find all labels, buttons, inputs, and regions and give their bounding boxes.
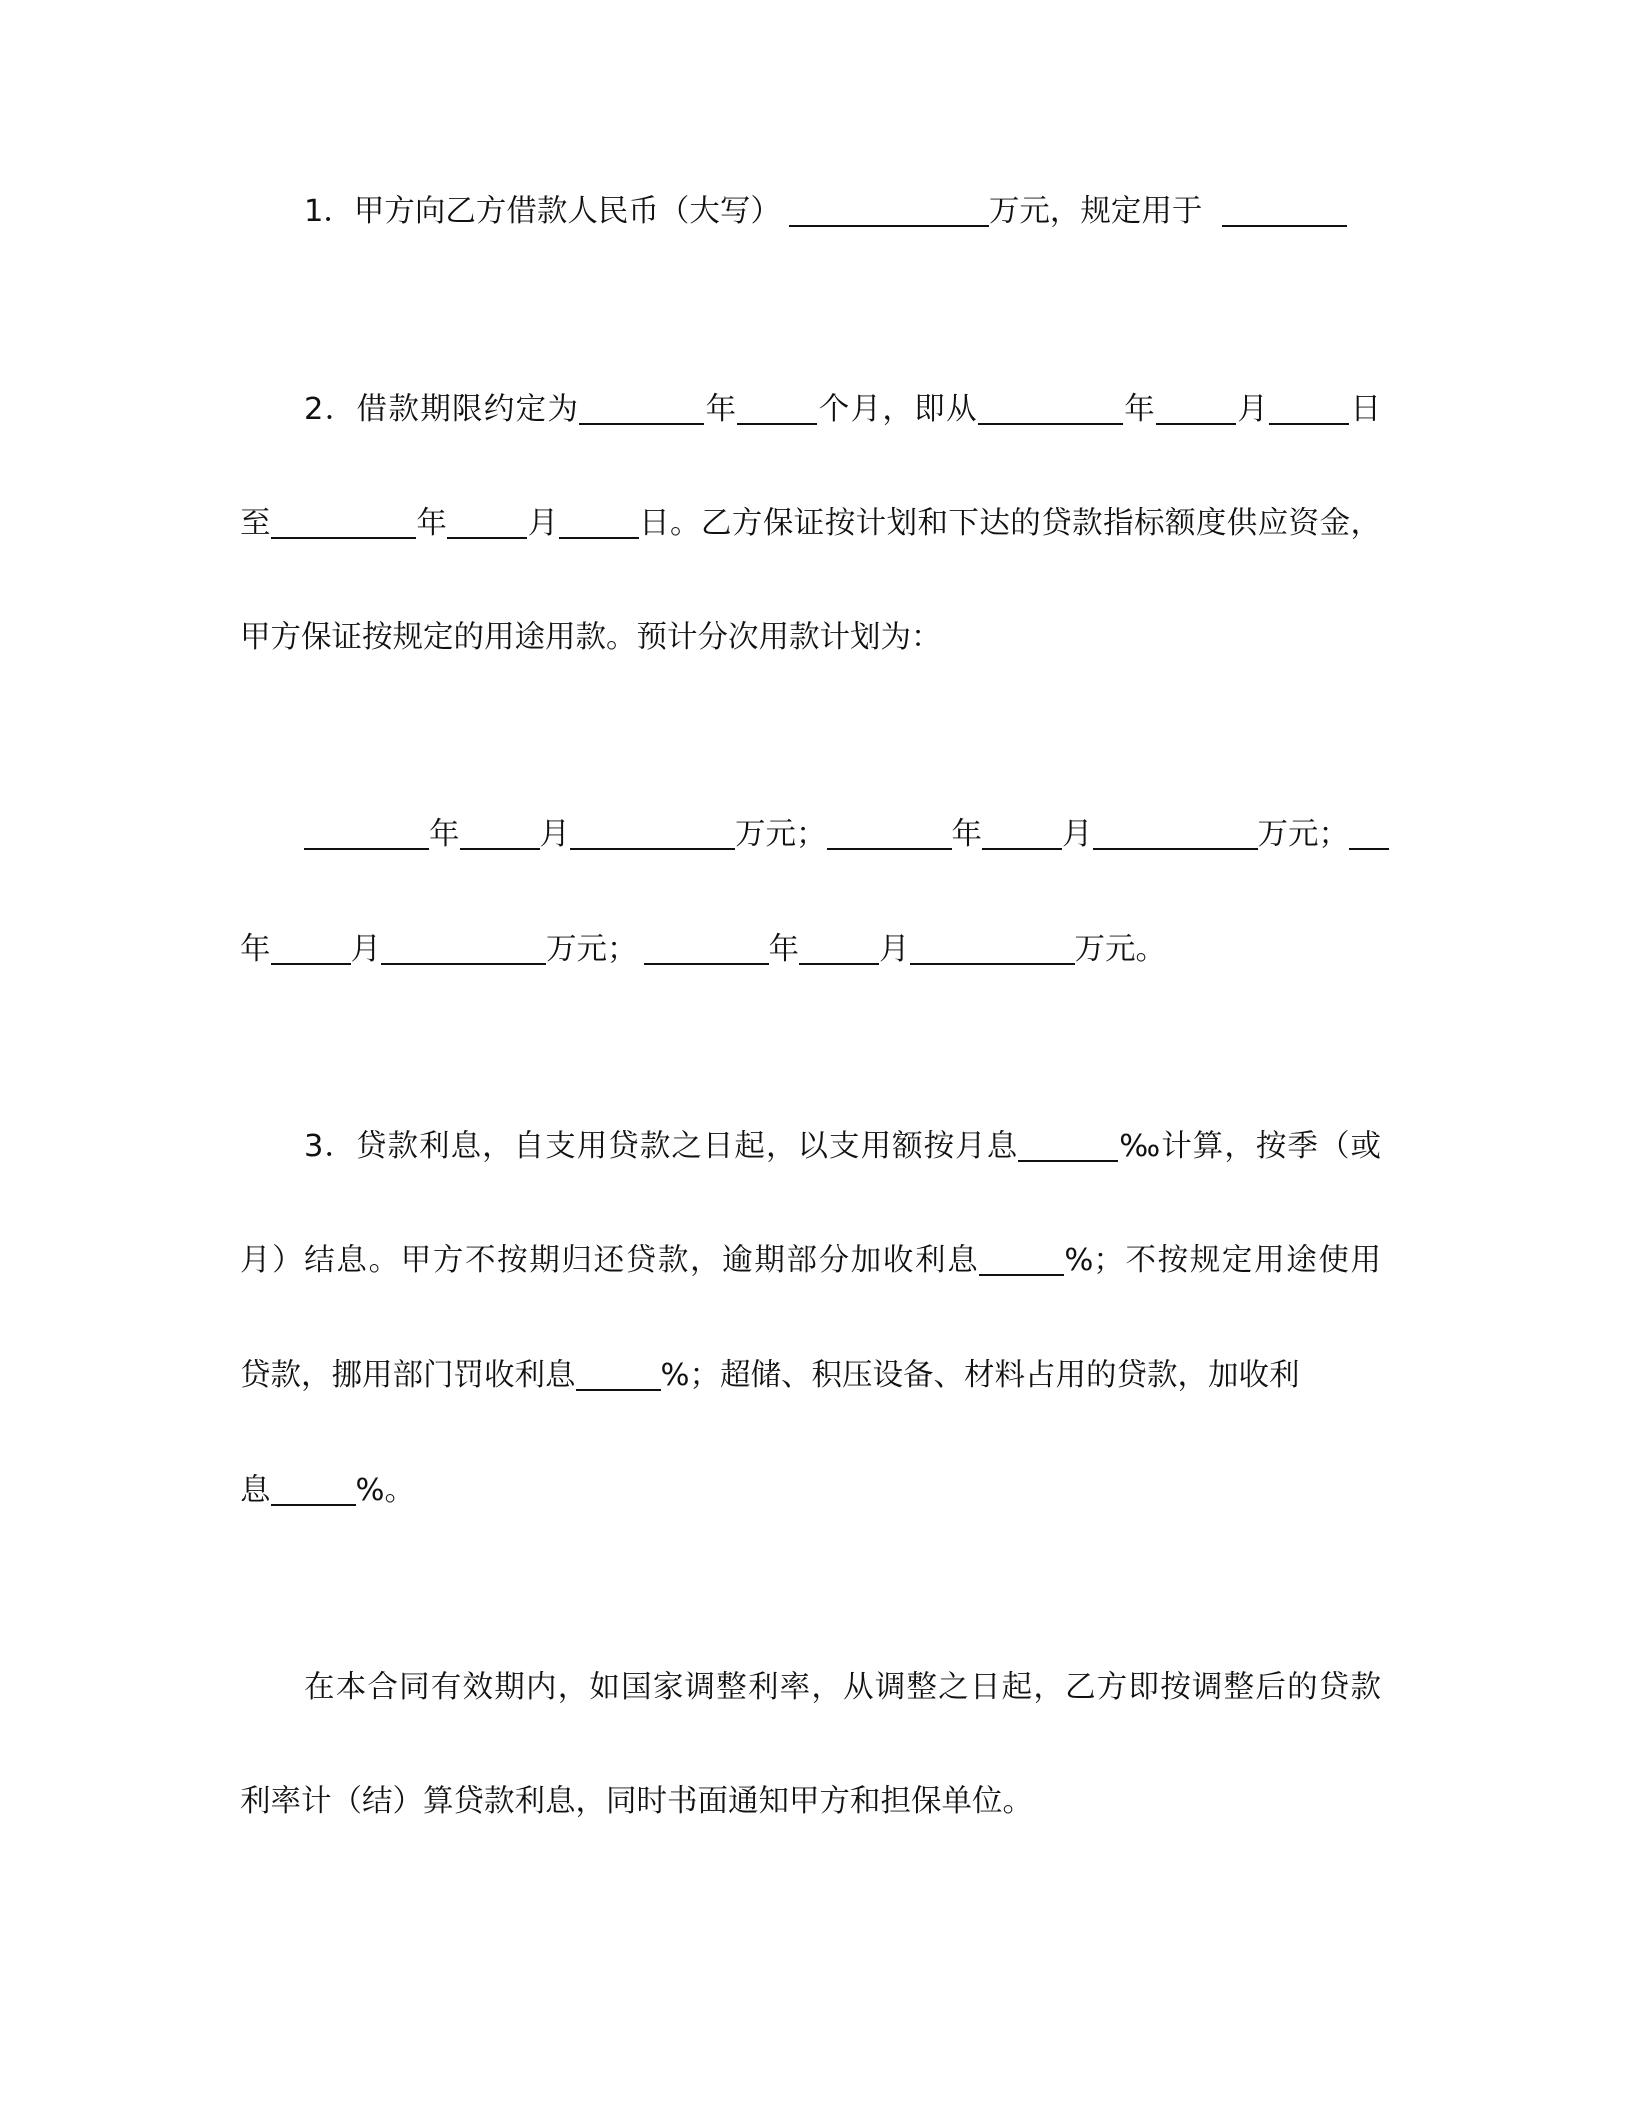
- year-label: 年: [240, 932, 271, 967]
- adjustment-line-1: 在本合同有效期内，如国家调整利率，从调整之日起，乙方即按调整后的贷款: [304, 1670, 1381, 1705]
- clause-3-line-3: [240, 1348, 1381, 1404]
- clause-2-line-2: [240, 496, 1381, 552]
- month-label: 月: [527, 506, 559, 541]
- clause-3-text: 月）结息。甲方不按期归还贷款，逾期部分加收利息: [240, 1243, 980, 1278]
- clause-3-text: %；超储、积压设备、材料占用的贷款，加收利: [660, 1358, 1300, 1393]
- month-label: 月: [350, 932, 381, 967]
- clause-2-text: 2．借款期限约定为: [304, 392, 580, 427]
- end-day-blank[interactable]: [559, 505, 639, 539]
- end-year-blank[interactable]: [271, 505, 416, 539]
- day-label: 日: [1349, 392, 1382, 427]
- year-label: 年: [429, 817, 460, 852]
- wan-end-label: 万元。: [1074, 932, 1166, 967]
- year-label: 年: [1122, 392, 1157, 427]
- clause-1-text: 1．甲方向乙方借款人民币（大写）: [304, 194, 781, 229]
- month-label: 月: [1236, 392, 1270, 427]
- clause-3-text: %；不按规定用途使用: [1064, 1243, 1382, 1278]
- start-year-blank[interactable]: [978, 391, 1123, 425]
- schedule-year-blank[interactable]: [1349, 816, 1389, 850]
- term-months-blank[interactable]: [737, 391, 817, 425]
- monthly-rate-blank[interactable]: [1018, 1128, 1118, 1162]
- schedule-amount-blank[interactable]: [381, 931, 546, 965]
- clause-3-calc-text: ‰计算，按季（或: [1118, 1129, 1381, 1164]
- to-label: 至: [240, 506, 271, 541]
- schedule-year-blank[interactable]: [827, 816, 952, 850]
- year-label: 年: [415, 506, 448, 541]
- wan-label: 万元；: [735, 817, 827, 852]
- clause-1-unit-text: 万元，规定用于: [988, 194, 1203, 229]
- months-label: 个月，即从: [817, 392, 978, 427]
- clause-3-text: 3．贷款利息，自支用贷款之日起，以支用额按月息: [304, 1129, 1019, 1164]
- start-day-blank[interactable]: [1269, 391, 1349, 425]
- schedule-year-blank[interactable]: [304, 816, 429, 850]
- year-label: 年: [951, 817, 982, 852]
- schedule-year-blank[interactable]: [644, 931, 769, 965]
- overstock-rate-blank[interactable]: [271, 1472, 356, 1506]
- clause-3-line-2: [240, 1233, 1381, 1289]
- schedule-month-blank[interactable]: [982, 816, 1062, 850]
- schedule-line-2: [240, 922, 1381, 978]
- clause-3-text: 贷款，挪用部门罚收利息: [240, 1358, 576, 1393]
- schedule-amount-blank[interactable]: [910, 931, 1075, 965]
- month-label: 月: [879, 932, 910, 967]
- clause-2-line-1: [240, 382, 1381, 438]
- end-month-blank[interactable]: [447, 505, 527, 539]
- year-label: 年: [704, 392, 738, 427]
- month-label: 月: [1062, 817, 1093, 852]
- schedule-amount-blank[interactable]: [1093, 816, 1258, 850]
- misuse-rate-blank[interactable]: [576, 1357, 661, 1391]
- clause-2-line-3: 甲方保证按规定的用途用款。预计分次用款计划为：: [240, 620, 942, 655]
- year-label: 年: [768, 932, 799, 967]
- term-years-blank[interactable]: [579, 391, 704, 425]
- clause-3-line-1: [240, 1119, 1381, 1175]
- wan-label: 万元；: [546, 932, 638, 967]
- start-month-blank[interactable]: [1156, 391, 1236, 425]
- purpose-blank[interactable]: [1222, 193, 1347, 227]
- clause-3-text: %。: [355, 1473, 415, 1508]
- schedule-amount-blank[interactable]: [570, 816, 735, 850]
- month-label: 月: [539, 817, 570, 852]
- schedule-month-blank[interactable]: [460, 816, 540, 850]
- clause-3-line-4: [240, 1463, 1381, 1519]
- clause-1-line: [240, 184, 1381, 240]
- amount-blank[interactable]: [789, 193, 989, 227]
- schedule-month-blank[interactable]: [799, 931, 879, 965]
- adjustment-line-2: 利率计（结）算贷款利息，同时书面通知甲方和担保单位。: [240, 1784, 1033, 1819]
- wan-label: 万元；: [1257, 817, 1349, 852]
- clause-2-supply-text: 日。乙方保证按计划和下达的贷款指标额度供应资金，: [638, 506, 1382, 541]
- overdue-rate-blank[interactable]: [979, 1242, 1064, 1276]
- schedule-line-1: [240, 807, 1381, 863]
- schedule-month-blank[interactable]: [271, 931, 351, 965]
- clause-3-text: 息: [240, 1473, 271, 1508]
